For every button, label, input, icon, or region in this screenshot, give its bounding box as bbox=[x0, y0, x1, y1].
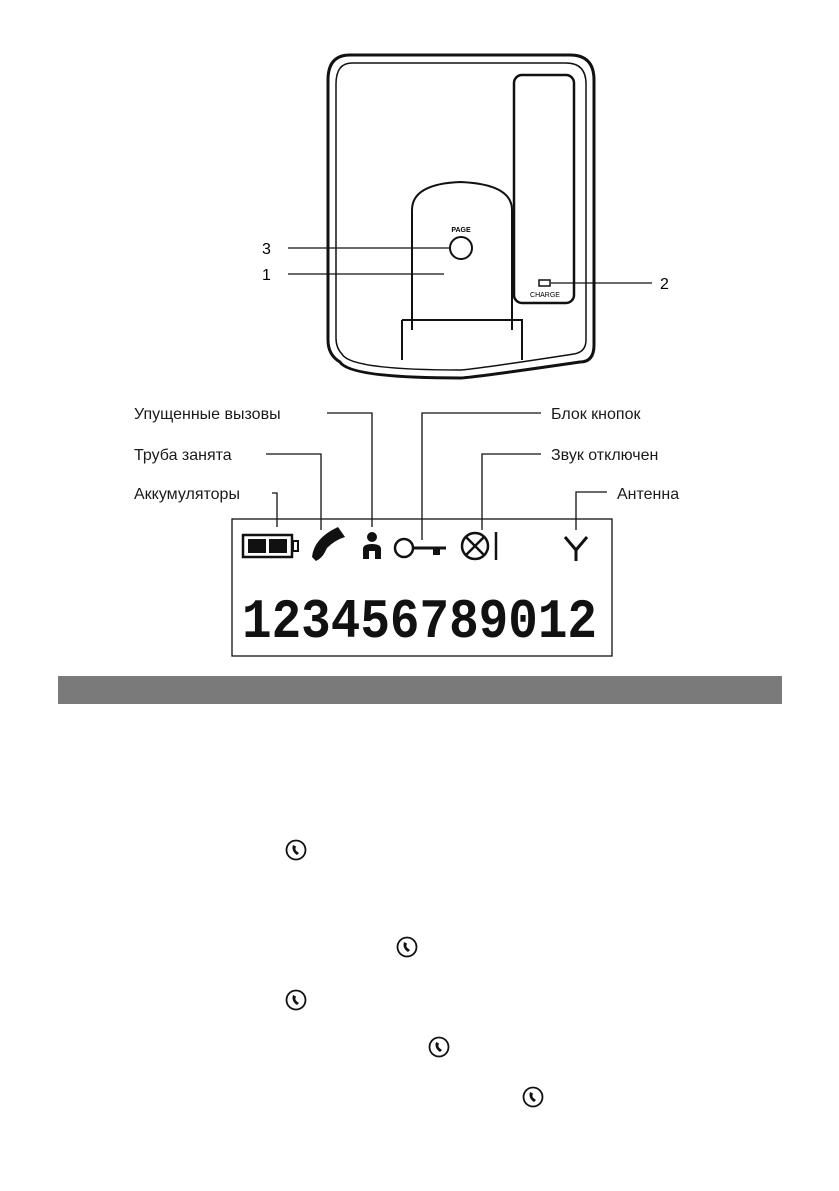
callout-2: 2 bbox=[660, 276, 669, 293]
phone-off-hook-icon bbox=[428, 1036, 450, 1058]
label-keypad-lock: Блок кнопок bbox=[551, 406, 641, 423]
charge-label: CHARGE bbox=[530, 292, 560, 299]
mute-icon bbox=[462, 532, 496, 560]
phone-off-hook-icon bbox=[522, 1086, 544, 1108]
page-button-label: PAGE bbox=[451, 227, 471, 234]
phone-off-hook-icon bbox=[285, 839, 307, 861]
label-batteries: Аккумуляторы bbox=[134, 486, 240, 503]
lcd-digits: 123456789012 bbox=[242, 590, 597, 654]
label-mute: Звук отключен bbox=[551, 447, 659, 464]
callout-1: 1 bbox=[262, 267, 271, 284]
handset-icon bbox=[312, 527, 345, 561]
battery-icon bbox=[243, 535, 298, 557]
phone-off-hook-icon bbox=[396, 936, 418, 958]
section-header-bar bbox=[58, 676, 782, 704]
antenna-icon bbox=[565, 537, 587, 561]
label-antenna: Антенна bbox=[617, 486, 680, 503]
person-icon bbox=[363, 532, 381, 559]
callout-3: 3 bbox=[262, 241, 271, 258]
label-line-busy: Труба занята bbox=[134, 447, 232, 464]
key-icon bbox=[395, 539, 446, 557]
label-missed-calls: Упущенные вызовы bbox=[134, 406, 281, 423]
phone-off-hook-icon bbox=[285, 989, 307, 1011]
